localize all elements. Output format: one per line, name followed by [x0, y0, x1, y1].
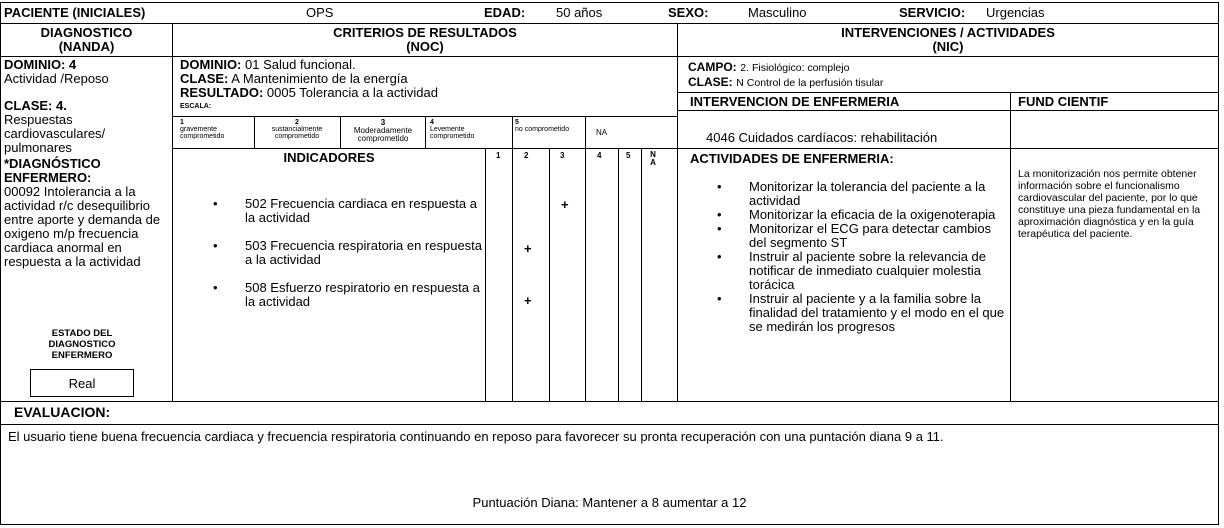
indicator-score-mark-2: +	[524, 241, 532, 256]
noc-clase-value: A Mantenimiento de la energía	[231, 71, 408, 86]
scale-item-2	[257, 119, 337, 140]
edad-label: EDAD:	[484, 5, 526, 20]
noc-header	[173, 26, 677, 54]
sexo-value: Masculino	[748, 5, 807, 20]
score-header-5: 5	[626, 151, 631, 160]
scale-text-4: Levemente comprometido	[430, 126, 475, 140]
scale-text-5: no comprometido	[515, 126, 570, 133]
servicio-label: SERVICIO:	[899, 5, 966, 20]
nanda-header-line2: (NANDA)	[58, 39, 115, 54]
scale-text-3: Moderadamente comprometido	[353, 126, 413, 143]
actividades-label: ACTIVIDADES DE ENFERMERIA:	[690, 151, 894, 166]
scale-item-na: NA	[596, 128, 608, 137]
score-header-3: 3	[560, 151, 565, 160]
scale-item-5	[515, 119, 585, 133]
paciente-label: PACIENTE (INICIALES)	[4, 5, 146, 20]
score-header-4: 4	[597, 151, 602, 160]
fundamento-text: La monitorización nos permite obtener información sobre el funcionalismo cardiovascular del paciente, por lo que constituye una pieza fundamental en la aproximación diagnóstica y en la guía terapéutica del paciente.	[1018, 168, 1201, 240]
nic-campo-value: 2. Fisiológico: complejo	[740, 62, 850, 74]
scale-num-3: 3	[380, 118, 386, 127]
scale-item-4	[430, 119, 485, 140]
noc-dominio-value: 01 Salud funcional.	[245, 57, 356, 72]
nic-campo-label: CAMPO:	[688, 60, 737, 74]
score-header-na: N A	[650, 150, 656, 167]
nic-header-line1: INTERVENCIONES / ACTIVIDADES	[841, 25, 1055, 40]
noc-clase-label: CLASE:	[180, 71, 229, 86]
noc-header-line1: CRITERIOS DE RESULTADOS	[333, 25, 517, 40]
nanda-header-line1: DIAGNOSTICO	[40, 25, 133, 40]
paciente-value: OPS	[306, 5, 334, 20]
nanda-diagnostico-label: *DIAGNÓSTICO ENFERMERO:	[4, 156, 101, 185]
indicator-item: • 503 Frecuencia respiratoria en respuesta a la actividad	[213, 239, 485, 267]
actividad-item: • Instruir al paciente y a la familia sobre la finalidad del tratamiento y el modo en el que se medirán los progresos	[717, 292, 1007, 334]
nic-header	[678, 26, 1218, 54]
nanda-clase-label: CLASE: 4.	[4, 98, 67, 113]
nic-info	[688, 59, 1008, 89]
indicator-item: • 508 Esfuerzo respiratorio en respuesta a la actividad	[213, 281, 485, 309]
nic-clase-value: N Control de la perfusión tisular	[736, 77, 884, 89]
score-header-1: 1	[496, 151, 501, 160]
scale-item-1	[180, 119, 252, 140]
fund-label: FUND CIENTIF	[1018, 94, 1109, 109]
nanda-dominio-value: Actividad /Reposo	[4, 71, 109, 86]
nic-clase-label: CLASE:	[688, 75, 733, 89]
scale-item-3	[342, 119, 424, 143]
escala-label: ESCALA:	[180, 103, 212, 110]
scale-num-5: 5	[515, 119, 519, 126]
actividad-item: • Monitorizar la eficacia de la oxigenoterapia	[717, 208, 1007, 222]
actividad-item: • Instruir al paciente sobre la relevancia de notificar de inmediato cualquier molestia torácica	[717, 250, 1007, 292]
noc-resultado-value: 0005 Tolerancia a la actividad	[266, 85, 438, 100]
edad-value: 50 años	[556, 5, 603, 20]
nanda-clase-value: Respuestas cardiovasculares/ pulmonares	[4, 112, 106, 155]
estado-value-box	[30, 369, 134, 397]
nanda-diagnostico-value: 00092 Intolerancia a la actividad r/c desequilibrio entre aporte y demanda de oxigeno m/p frecuencia cardiaca anormal en respuesta a la actividad	[4, 184, 161, 269]
estado-label: ESTADO DEL DIAGNOSTICO ENFERMERO	[48, 328, 116, 361]
score-header-2: 2	[524, 151, 529, 160]
indicator-score-mark-1: +	[561, 197, 569, 212]
noc-header-line2: (NOC)	[406, 39, 444, 54]
scale-num-1: 1	[180, 119, 184, 126]
scale-text-1: gravemente comprometido	[180, 126, 225, 140]
actividad-item: • Monitorizar la tolerancia del paciente a la actividad	[717, 180, 1007, 208]
intervencion-value: 4046 Cuidados cardíacos: rehabilitación	[706, 130, 938, 145]
noc-info	[180, 58, 674, 100]
nic-header-line2: (NIC)	[932, 39, 964, 54]
estado-value: Real	[68, 375, 96, 391]
indicator-list	[213, 197, 485, 309]
scale-num-4: 4	[430, 119, 434, 126]
indicadores-header: INDICADORES	[283, 150, 375, 165]
intervencion-label: INTERVENCION DE ENFERMERIA	[690, 94, 900, 109]
scale-num-2: 2	[295, 119, 299, 126]
actividades-list	[717, 180, 1007, 334]
evaluacion-label: EVALUACION:	[14, 404, 111, 420]
nanda-column	[4, 58, 170, 269]
sexo-label: SEXO:	[668, 5, 709, 20]
nanda-header	[1, 26, 172, 54]
servicio-value: Urgencias	[986, 5, 1045, 20]
actividad-item: • Monitorizar el ECG para detectar cambios del segmento ST	[717, 222, 1007, 250]
puntuacion-diana: Puntuación Diana: Mantener a 8 aumentar a 12	[472, 495, 747, 510]
indicator-item: • 502 Frecuencia cardiaca en respuesta a la actividad	[213, 197, 485, 225]
scale-text-2: sustancialmente comprometido	[271, 126, 323, 140]
evaluacion-text: El usuario tiene buena frecuencia cardiaca y frecuencia respiratoria continuando en reposo para favorecer su pronta recuperación con una puntación diana 9 a 11.	[8, 429, 944, 444]
noc-resultado-label: RESULTADO:	[180, 85, 264, 100]
indicator-score-mark-3: +	[524, 293, 532, 308]
nanda-dominio-label: DOMINIO: 4	[4, 57, 77, 72]
noc-dominio-label: DOMINIO:	[180, 57, 242, 72]
